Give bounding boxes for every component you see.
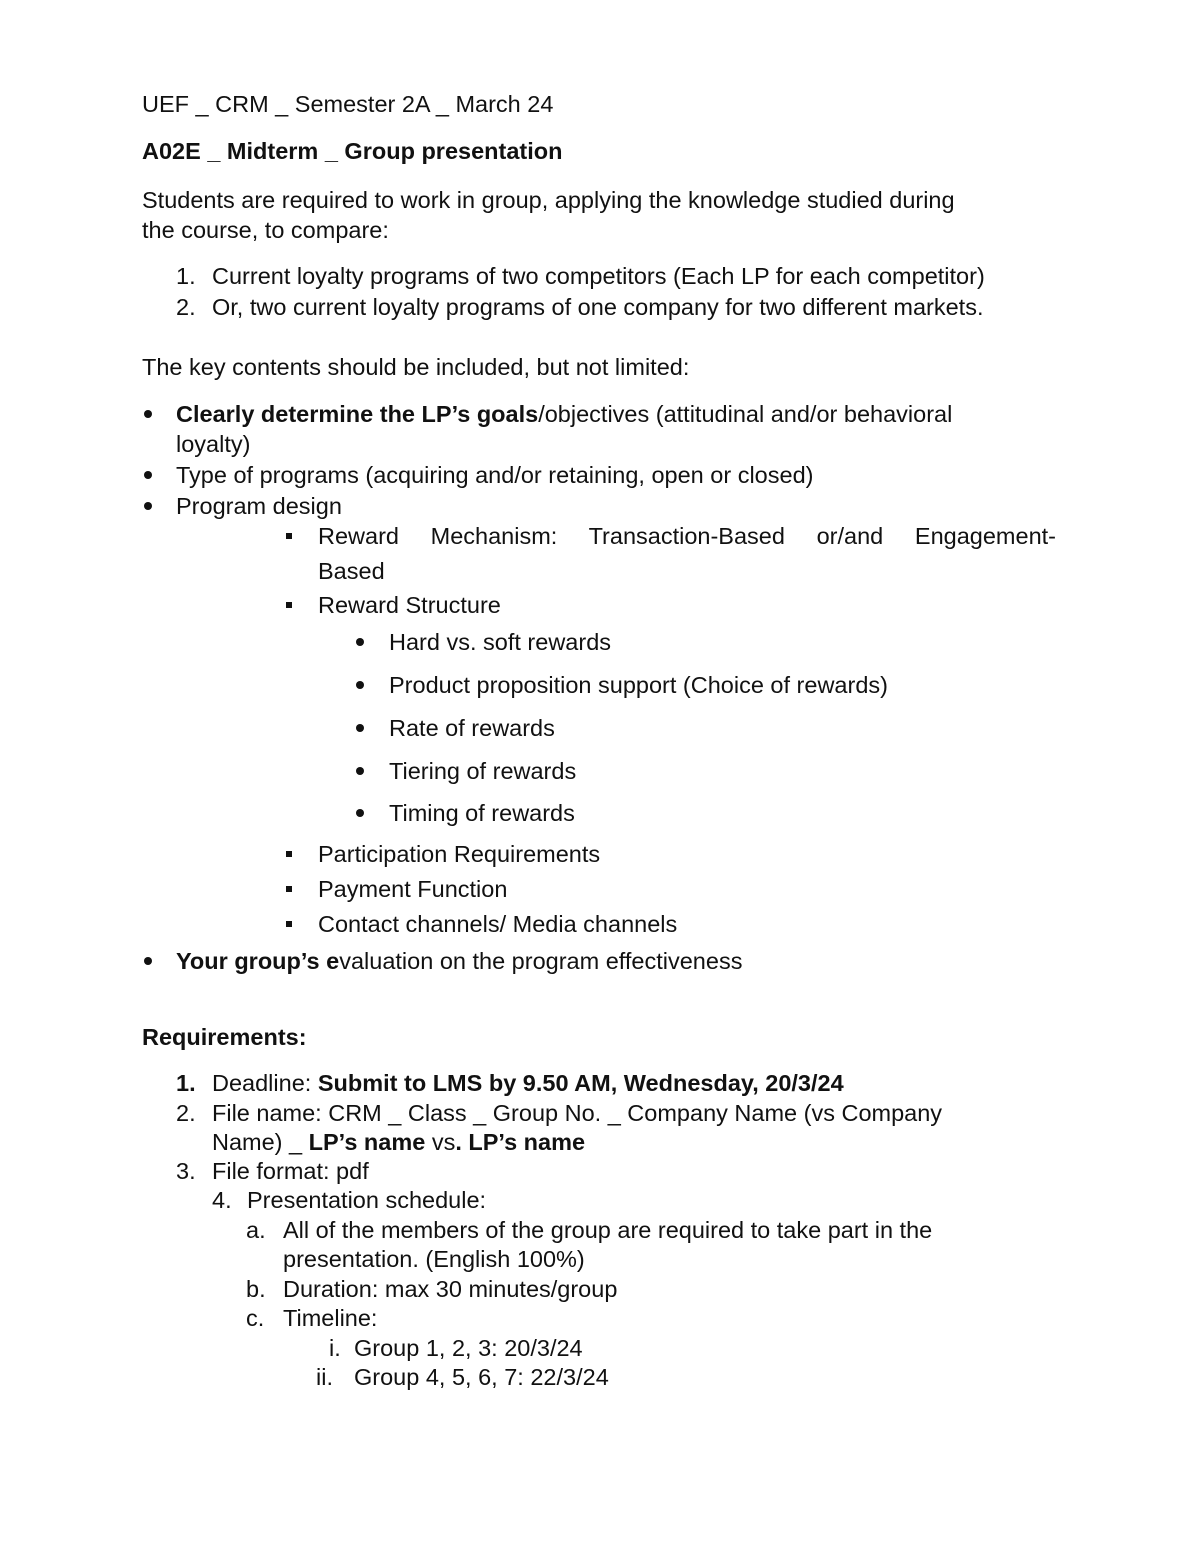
- bullet-icon: [356, 724, 364, 732]
- bullet-icon: [356, 767, 364, 775]
- sub-letter: a.: [246, 1217, 266, 1243]
- intro-line-2: the course, to compare:: [142, 217, 389, 243]
- requirement-number: 1.: [176, 1070, 196, 1096]
- reward-item: Hard vs. soft rewards: [389, 629, 612, 655]
- reward-item: Tiering of rewards: [389, 758, 577, 784]
- deadline-value: Submit to LMS by 9.50 AM, Wednesday, 20/3/24: [317, 1070, 844, 1096]
- filename-bold-1: LP’s name: [308, 1129, 432, 1155]
- filename-plain: Name) _: [212, 1129, 309, 1155]
- square-bullet-icon: [286, 851, 292, 857]
- evaluation-rest: valuation on the program effectiveness: [339, 948, 743, 974]
- option-text: Current loyalty programs of two competitors (Each LP for each competitor): [212, 263, 985, 289]
- roman-numeral: i.: [329, 1335, 341, 1361]
- requirement-schedule: Presentation schedule:: [247, 1187, 487, 1213]
- option-text: Or, two current loyalty programs of one company for two different markets.: [212, 294, 984, 320]
- sub-letter: b.: [246, 1276, 266, 1302]
- payment-function: Payment Function: [318, 876, 508, 902]
- goals-line-2: loyalty): [176, 431, 251, 457]
- contact-channels: Contact channels/ Media channels: [318, 911, 678, 937]
- bullet-icon: [144, 410, 152, 418]
- schedule-members-line-1: All of the members of the group are required to take part in the: [283, 1217, 933, 1243]
- requirement-number: 2.: [176, 1100, 196, 1126]
- option-number: 1.: [176, 263, 196, 289]
- requirement-number: 3.: [176, 1158, 196, 1184]
- sub-letter: c.: [246, 1305, 265, 1331]
- requirement-filename-line-2: [212, 1127, 585, 1157]
- evaluation-line: [176, 946, 742, 976]
- timeline-group-1: Group 1, 2, 3: 20/3/24: [354, 1335, 583, 1361]
- reward-item: Timing of rewards: [389, 800, 575, 826]
- bullet-icon: [144, 957, 152, 965]
- option-number: 2.: [176, 294, 196, 320]
- schedule-timeline: Timeline:: [283, 1305, 378, 1331]
- filename-bold-2: . LP’s name: [455, 1129, 586, 1155]
- reward-mechanism-line-1: Reward Mechanism: Transaction-Based or/and Engagement-: [318, 523, 1056, 549]
- bullet-icon: [356, 681, 364, 689]
- requirement-filename-line-1: File name: CRM _ Class _ Group No. _ Company Name (vs Company: [212, 1100, 943, 1126]
- requirement-file-format: File format: pdf: [212, 1158, 369, 1184]
- square-bullet-icon: [286, 533, 292, 539]
- evaluation-bold: Your group’s e: [176, 948, 340, 974]
- bullet-icon: [144, 471, 152, 479]
- requirement-deadline: [212, 1068, 844, 1098]
- bullet-icon: [356, 638, 364, 646]
- bullet-icon: [144, 502, 152, 510]
- participation-requirements: Participation Requirements: [318, 841, 601, 867]
- timeline-group-2: Group 4, 5, 6, 7: 22/3/24: [354, 1364, 609, 1390]
- square-bullet-icon: [286, 921, 292, 927]
- bullet-icon: [356, 809, 364, 817]
- schedule-members-line-2: presentation. (English 100%): [283, 1246, 585, 1272]
- roman-numeral: ii.: [316, 1364, 333, 1390]
- program-types: Type of programs (acquiring and/or retaining, open or closed): [176, 462, 814, 488]
- reward-item: Product proposition support (Choice of rewards): [389, 672, 888, 698]
- reward-item: Rate of rewards: [389, 715, 555, 741]
- doc-title: A02E _ Midterm _ Group presentation: [142, 138, 563, 164]
- program-design: Program design: [176, 493, 342, 519]
- intro-line-1: Students are required to work in group, applying the knowledge studied during: [142, 187, 955, 213]
- deadline-label: Deadline:: [212, 1070, 318, 1096]
- goals-rest: /objectives (attitudinal and/or behavioral: [538, 401, 953, 427]
- doc-header: UEF _ CRM _ Semester 2A _ March 24: [142, 91, 554, 117]
- filename-mid: vs: [431, 1129, 456, 1155]
- square-bullet-icon: [286, 886, 292, 892]
- goals-bold: Clearly determine the LP’s goals: [176, 401, 539, 427]
- requirement-number: 4.: [212, 1187, 232, 1213]
- requirements-heading: Requirements:: [142, 1024, 307, 1050]
- reward-mechanism-line-2: Based: [318, 558, 385, 584]
- key-contents-intro: The key contents should be included, but not limited:: [142, 354, 690, 380]
- reward-structure: Reward Structure: [318, 592, 501, 618]
- schedule-duration: Duration: max 30 minutes/group: [283, 1276, 618, 1302]
- square-bullet-icon: [286, 602, 292, 608]
- goals-line: [176, 399, 952, 429]
